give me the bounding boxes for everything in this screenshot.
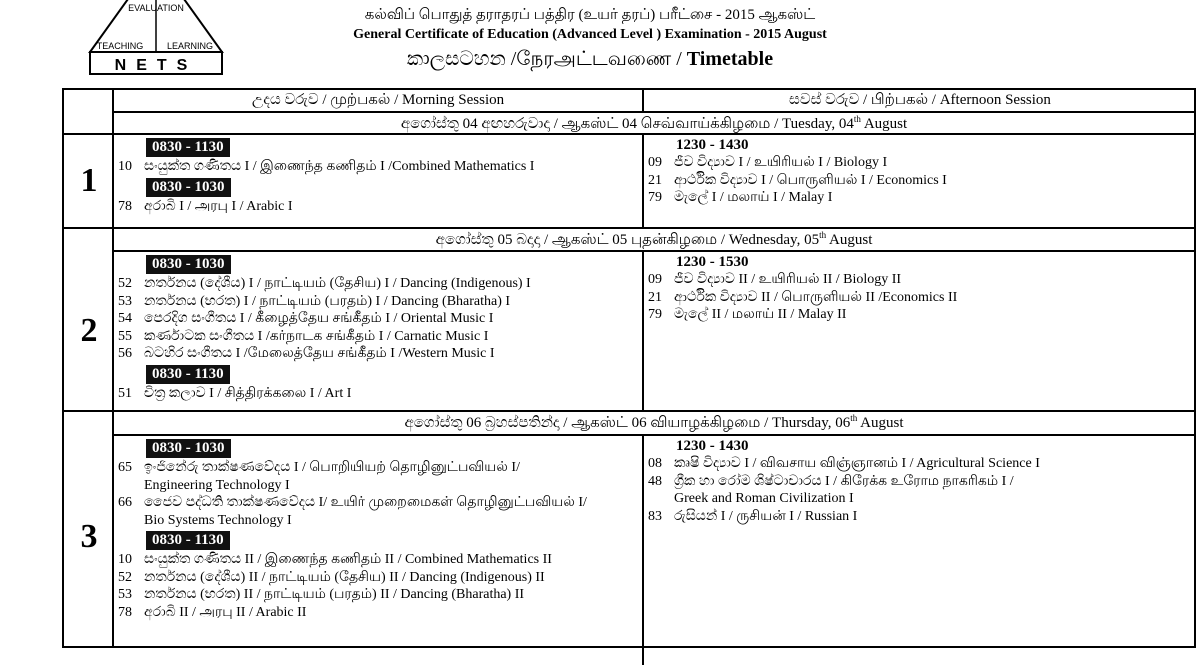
time-label: 1230 - 1430 [676, 438, 749, 454]
time-badge: 0830 - 1030 [146, 255, 231, 274]
subject-row: 08 කෘෂි විද්‍යාව I / விவசாய விஞ்ஞானம் I / Agricultural Science I [648, 456, 1040, 471]
time-badge: 0830 - 1030 [146, 178, 231, 197]
subject-row: 51 චිත්‍ර කලාව I / சித்திரக்கலை I / Art I [118, 385, 352, 401]
subject-row: 53 නර්තනය (භරත) I / நாட்டியம் (பரதம்) I / Dancing (Bharatha) I [118, 293, 511, 309]
title-english: Timetable [686, 48, 774, 70]
subject-row: 54 පෙරදිග සංගීතය I / கீழைத்தேய சங்கீதம் I / Oriental Music I [118, 311, 494, 326]
day-2-afternoon [648, 254, 957, 324]
subject-row: 65 ඉංජිනේරු තාක්ෂණවේදය I / பொறியியற் தொழினுட்பவியல் I/ Engineering Technology I [118, 460, 520, 493]
subject-row: 83 රුසියන් I / ருசியன் I / Russian I [648, 508, 858, 524]
subject-row: 52 නර්තනය (දේශීය) II / நாட்டியம் (தேசிய) II / Dancing (Indigenous) II [118, 569, 545, 585]
header-tamil-line: கல்விப் பொதுத் தராதரப் பத்திர (உயர் தரப்) பரீட்சை - 2015 ஆகஸ்ட் [364, 7, 816, 23]
time-label: 1230 - 1430 [676, 137, 749, 153]
subject-row: 09 ජීව විද්‍යාව II / உயிரியல் II / Biology II [648, 272, 902, 287]
day-3-date: අගෝස්තු 06 බ්‍රහස්පතින්දා / ஆகஸ்ட் 06 வியாழக்கிழமை / Thursday, 06th August [404, 413, 904, 431]
header-english-line: General Certificate of Education (Advanced Level ) Examination - 2015 August [353, 27, 827, 42]
logo-bottom-text: NETS [114, 57, 198, 74]
logo-right-text: LEARNING [166, 41, 214, 51]
day-1-number: 1 [80, 162, 98, 199]
day-2-number: 2 [80, 312, 98, 349]
day-3-morning [118, 437, 587, 621]
subject-row: 66 ජෛව පද්ධති තාක්ෂණවේදය I/ உயிர் முறைமைகள் தொழினுட்பவியல் I/ Bio Systems Technology I [118, 495, 587, 528]
time-badge: 0830 - 1130 [146, 138, 230, 157]
time-label: 1230 - 1530 [676, 254, 749, 270]
subject-row: 53 නර්තනය (භරත) II / நாட்டியம் (பரதம்) II / Dancing (Bharatha) II [118, 587, 525, 602]
logo-left-text: TEACHING [96, 41, 144, 51]
day-1-afternoon [648, 137, 947, 207]
subject-row: 56 බටහිර සංගීතය I /மேலைத்தேய சங்கீதம் I /Western Music I [118, 346, 495, 361]
day-1-date: අගෝස්තු 04 අඟහරුවාදා / ஆகஸ்ட் 04 செவ்வாய்க்கிழமை / Tuesday, 04th August [400, 114, 908, 132]
time-badge: 0830 - 1130 [146, 531, 230, 550]
subject-row: 09 ජීව විද්‍යාව I / உயிரியல் I / Biology I [648, 155, 888, 170]
title-tamil: /நேரஅட்டவணை / [510, 48, 687, 70]
nets-logo [86, 0, 226, 78]
day-2-morning [118, 253, 531, 402]
day-2-date: අගෝස්තු 05 බදාදා / ஆகஸ்ட் 05 புதன்கிழமை / Wednesday, 05th August [435, 230, 873, 248]
subject-row: 78 අරාබි II / அரபு II / Arabic II [118, 604, 307, 620]
subject-row: 48 ග්‍රීක හා රෝම ශිෂ්ටාචාරය I / கிரேக்க உரோம நாகரிகம் I / Greek and Roman Civilization I [648, 473, 1014, 506]
subject-row: 78 අරාබි I / அரபு I / Arabic I [118, 198, 293, 214]
subject-row: 55 කර්ණාටක සංගීතය I /கர்நாடக சங்கீதம் I / Carnatic Music I [118, 328, 489, 344]
subject-row: 79 මැලේ I / மலாய் I / Malay I [648, 190, 833, 205]
logo-top-text: EVALUATION [128, 3, 184, 13]
subject-row: 52 නර්තනය (දේශීය) I / நாட்டியம் (தேசிய) I / Dancing (Indigenous) I [118, 276, 531, 291]
subject-row: 10 සංයුක්ත ගණිතය I / இணைந்த கணிதம் I /Combined Mathematics I [118, 159, 535, 174]
day-3-number: 3 [80, 518, 98, 555]
time-badge: 0830 - 1030 [146, 439, 231, 458]
afternoon-session-header: සවස් වරුව / பிற்பகல் / Afternoon Session [789, 92, 1051, 108]
page-title [240, 48, 940, 73]
subject-row: 21 ආර්ථික විද්‍යාව II / பொருளியல் II /Economics II [648, 289, 958, 305]
subject-row: 21 ආර්ථික විද්‍යාව I / பொருளியல் I / Economics I [648, 172, 947, 188]
subject-row: 79 මැලේ II / மலாய் II / Malay II [648, 307, 847, 322]
timetable-grid [62, 88, 1196, 648]
day-1-morning [118, 136, 534, 215]
title-sinhala: කාලසටහන [406, 48, 506, 70]
time-badge: 0830 - 1130 [146, 365, 230, 384]
day-3-afternoon [648, 438, 1040, 525]
subject-row: 10 සංයුක්ත ගණිතය II / இணைந்த கணிதம் II / Combined Mathematics II [118, 552, 552, 567]
morning-session-header: උදය වරුව / முற்பகல் / Morning Session [251, 92, 505, 108]
